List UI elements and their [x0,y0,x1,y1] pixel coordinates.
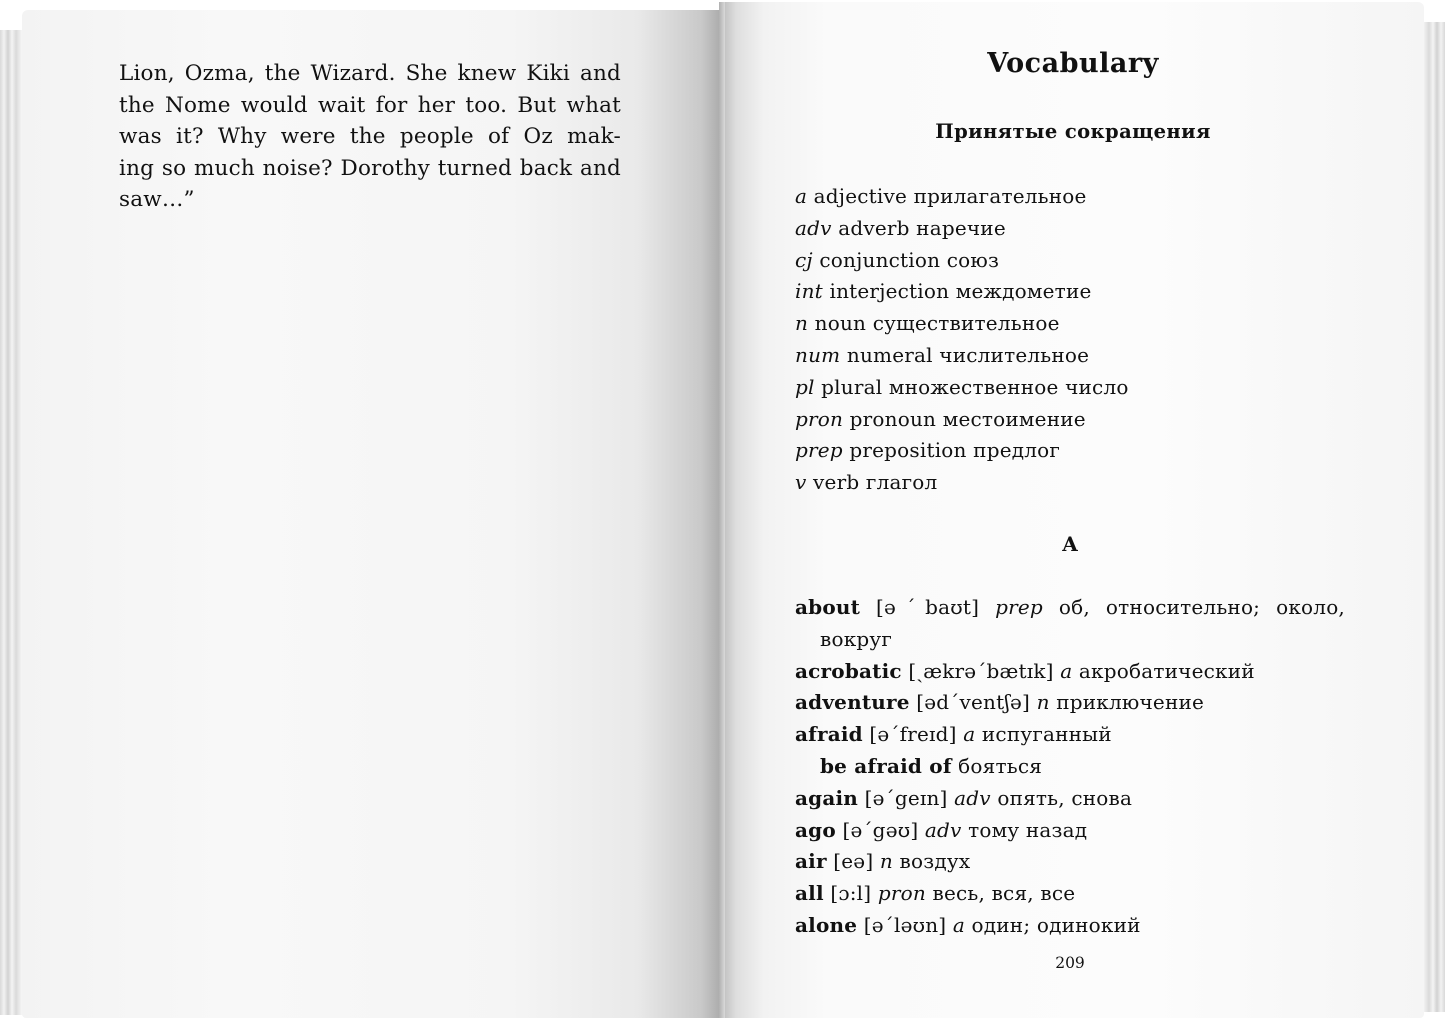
headword: about [795,595,861,619]
phrase-entry [795,751,1345,783]
abbreviation-item [795,308,1355,340]
abbreviations-list [795,181,1355,499]
part-of-speech: prep [995,595,1043,619]
abbreviation-meaning: pronoun местоимение [843,406,1086,431]
vocabulary-entry [795,846,1345,878]
abbreviation: adv [795,215,832,240]
letter-heading: A [1062,532,1078,556]
translation: опять, снова [990,785,1133,810]
headword: acrobatic [795,658,902,683]
part-of-speech: n [1036,690,1050,715]
headword: air [795,849,827,874]
vocabulary-entry [795,592,1345,624]
text-line: was it? Why were the people of Oz mak- [119,124,621,150]
vocabulary-entry [795,910,1345,942]
translation: бояться [951,753,1043,778]
vocabulary-entry [795,719,1345,751]
abbreviation: num [795,342,841,367]
vocabulary-entry [795,815,1345,847]
abbreviation-meaning: plural множественное число [814,374,1129,399]
headword: afraid [795,722,863,747]
headword: alone [795,912,858,937]
headword: adventure [795,690,910,715]
transcription: [ˏækrəˊbætɪk] [901,658,1061,683]
part-of-speech: adv [954,785,991,810]
part-of-speech: n [879,849,893,874]
vocabulary-entry [795,656,1345,688]
transcription: [əˊgeɪn] [858,785,955,810]
abbreviation-item [795,467,1355,499]
part-of-speech: a [1060,658,1073,683]
transcription: [eə] [826,849,880,874]
page-title: Vocabulary [987,48,1159,79]
translation: один; одинокий [964,912,1141,937]
abbreviation: pl [795,374,815,399]
headword: again [795,785,859,810]
translation: об, относительно; около, [1042,595,1345,619]
text-line: saw…” [119,187,195,213]
abbreviation-item [795,340,1355,372]
part-of-speech: a [952,912,965,937]
abbreviation: n [795,311,809,336]
vocabulary-entries [795,592,1345,942]
abbreviation: a [795,184,808,208]
abbreviation: v [795,470,807,495]
abbreviations-heading: Принятые сокращения [935,120,1211,143]
entry-continuation: вокруг [820,626,893,651]
vocabulary-entry [795,783,1345,815]
abbreviation: prep [795,438,843,463]
abbreviation: int [795,279,823,304]
translation: весь, вся, все [925,881,1076,906]
abbreviation-meaning: conjunction союз [812,247,1000,272]
abbreviation-meaning: verb глагол [806,470,938,495]
translation: приключение [1049,690,1205,715]
abbreviation-item [795,372,1355,404]
vocabulary-entry [795,687,1345,719]
abbreviation-meaning: interjection междометие [822,279,1092,304]
abbreviation-item [795,276,1355,308]
book-spine [719,2,725,1018]
left-page-text [119,58,621,216]
abbreviation: pron [795,406,844,431]
abbreviation-meaning: numeral числительное [840,342,1090,367]
transcription: [əˊləʊn] [857,912,953,937]
translation: воздух [893,849,971,874]
abbreviation-meaning: noun существительное [808,311,1060,336]
text-line: Lion, Ozma, the Wizard. She knew Kiki and [119,61,621,86]
translation: акробатический [1072,658,1255,683]
phrase: be afraid of [820,753,952,778]
part-of-speech: a [963,722,976,747]
text-line: the Nome would wait for her too. But what [119,92,621,118]
abbreviation-meaning: adverb наречие [831,215,1006,240]
abbreviation-meaning: preposition предлог [842,438,1061,463]
transcription: [əˊbaʊt] [860,595,996,619]
abbreviation: cj [795,247,813,272]
abbreviation-item [795,245,1355,277]
headword: ago [795,817,836,842]
part-of-speech: pron [877,881,926,906]
abbreviation-item [795,181,1355,213]
transcription: [ədˊventʃə] [909,690,1037,715]
transcription: [əˊgəʊ] [835,817,925,842]
transcription: [əˊfreɪd] [862,722,964,747]
page-number: 209 [1055,954,1085,972]
abbreviation-item [795,404,1355,436]
text-line: ing so much noise? Dorothy turned back and [119,155,621,181]
abbreviation-item [795,435,1355,467]
part-of-speech: adv [924,817,962,842]
transcription: [ɔ:l] [823,881,878,906]
abbreviation-meaning: adjective прилагательное [807,184,1087,208]
abbreviation-item [795,213,1355,245]
translation: испуганный [975,722,1112,747]
headword: all [795,881,824,906]
vocabulary-entry [795,878,1345,910]
translation: тому назад [961,817,1088,842]
